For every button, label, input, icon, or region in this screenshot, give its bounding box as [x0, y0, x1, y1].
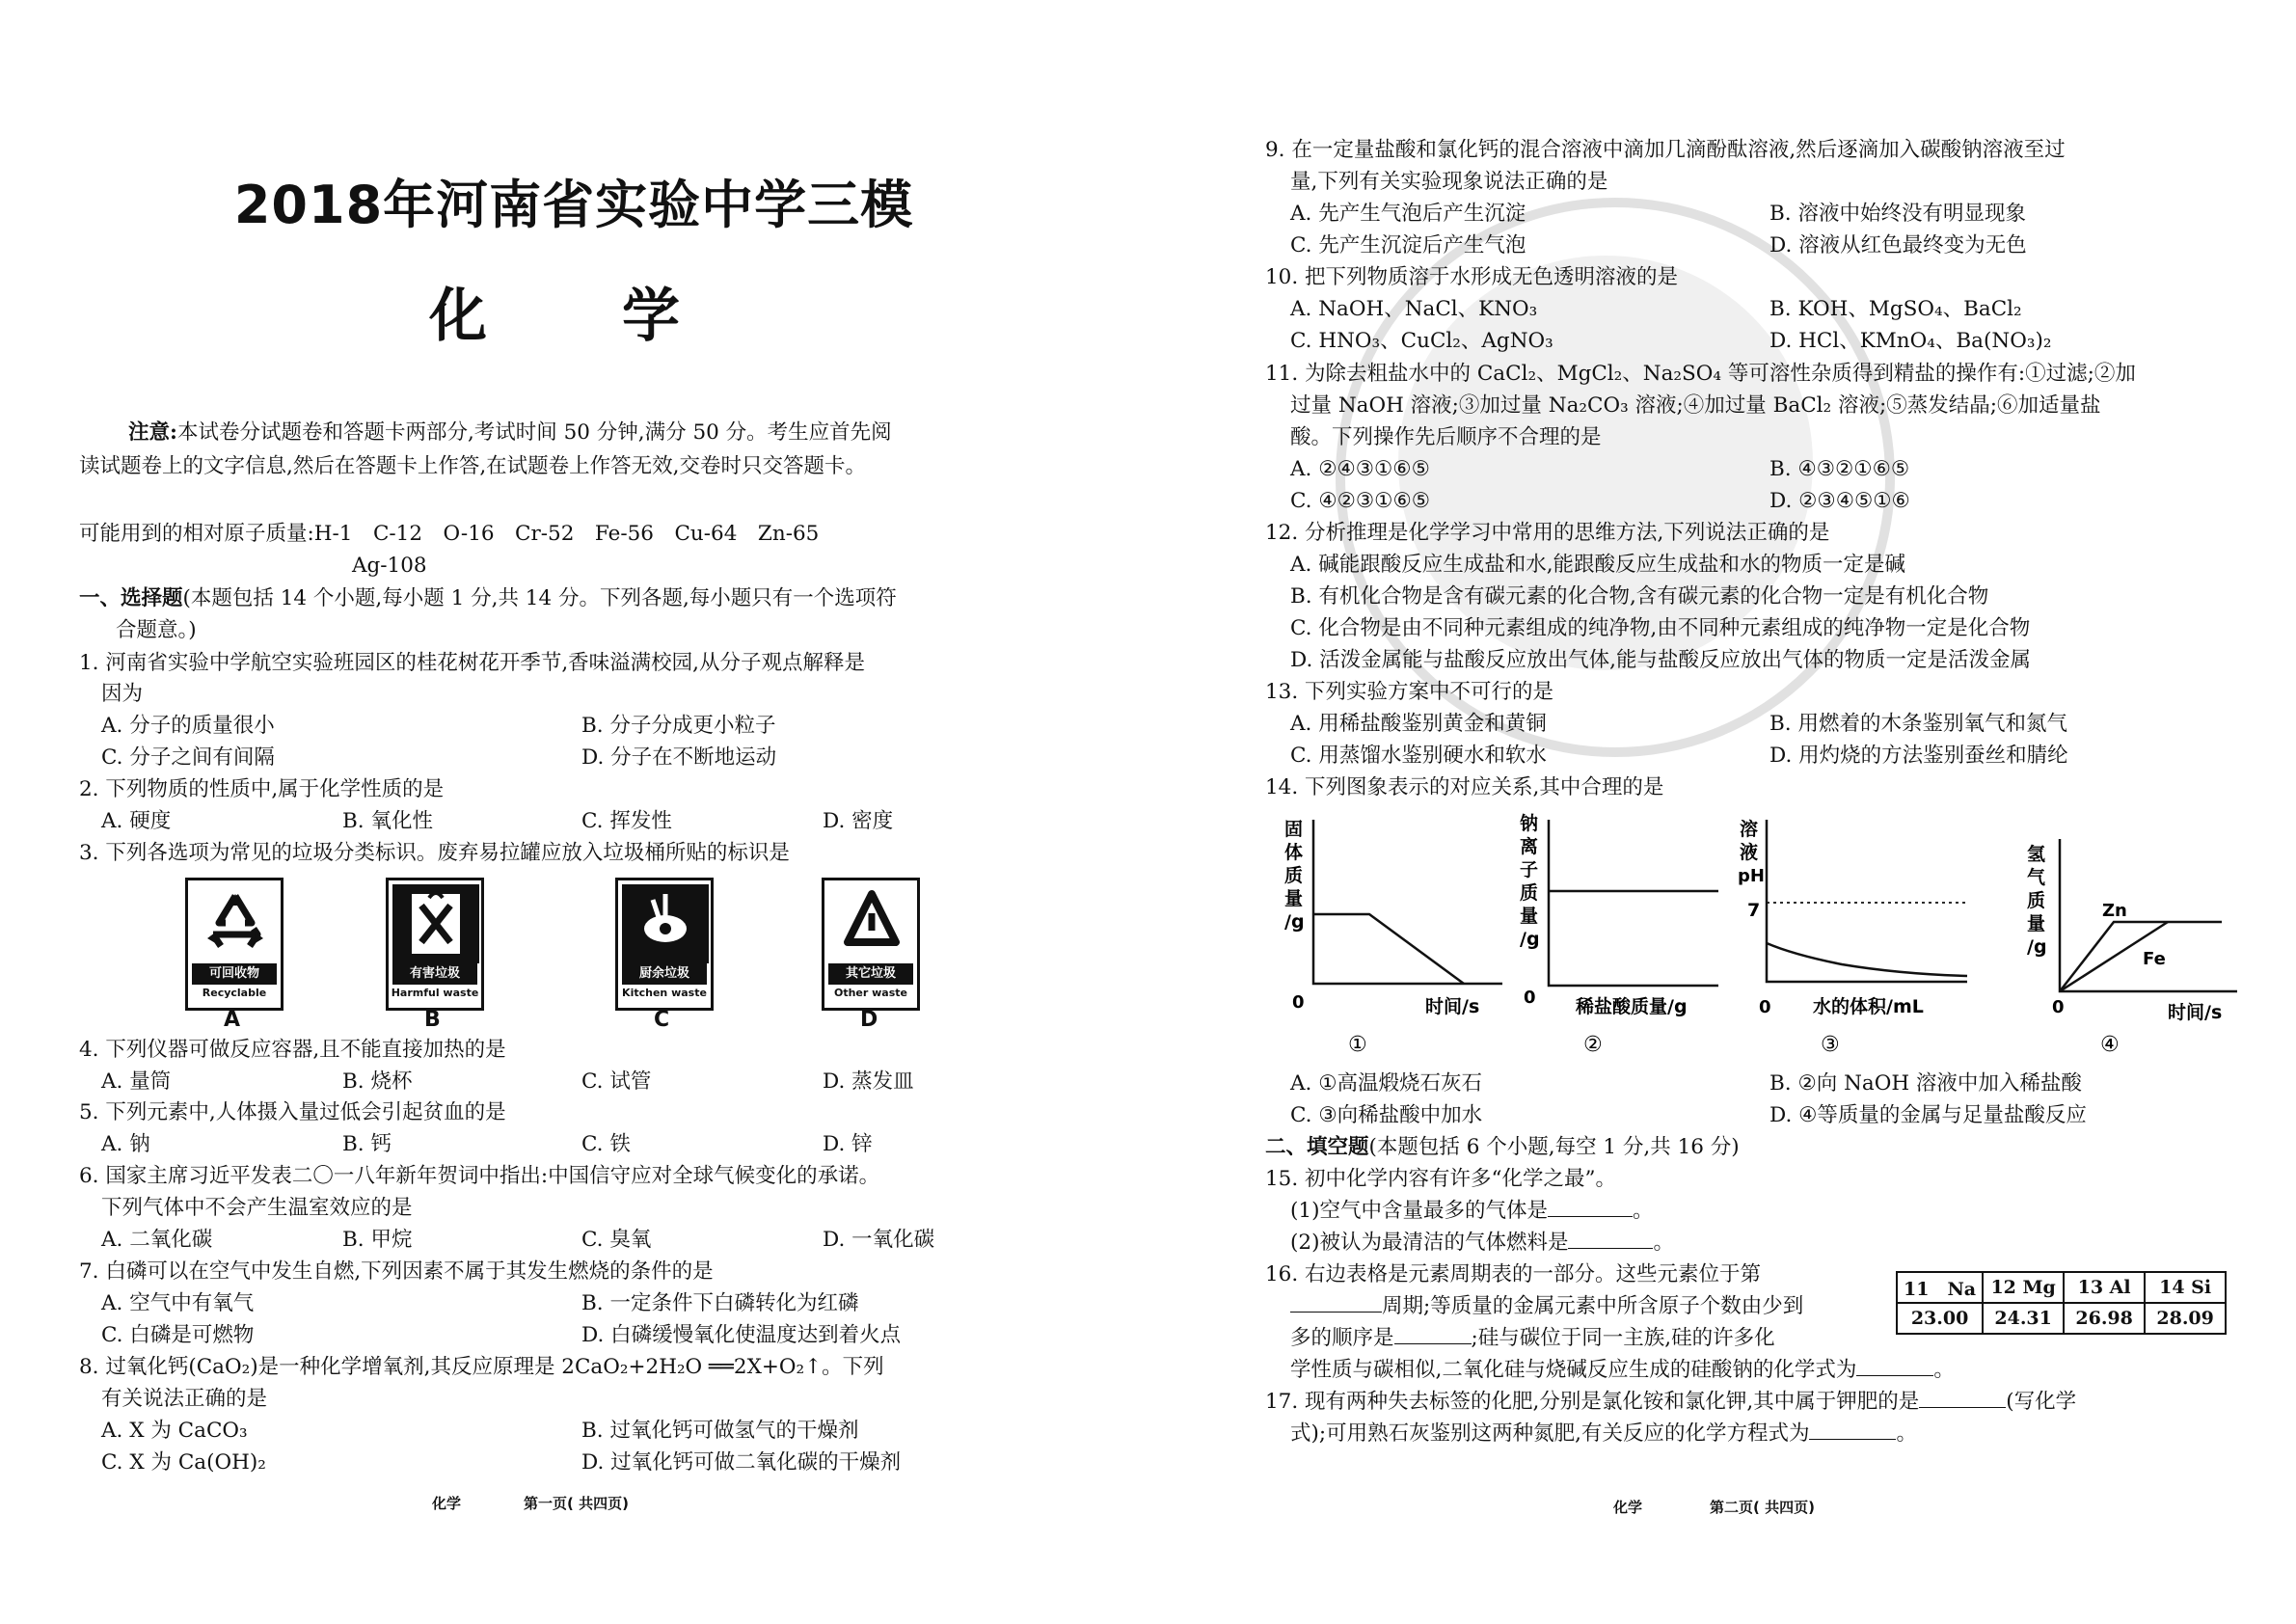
graph3-ylabel-2: pH: [1738, 866, 1765, 886]
sign-letter-a: A: [224, 1008, 241, 1032]
q8-option-d: D. 过氧化钙可做二氧化碳的干燥剂: [581, 1450, 902, 1475]
q13-option-d: D. 用灼烧的方法鉴别蚕丝和腈纶: [1769, 744, 2068, 768]
q11-stem-2: 过量 NaOH 溶液;③加过量 Na₂CO₃ 溶液;④加过量 BaCl₂ 溶液;⑤蒸发结晶;⑥加适量盐: [1290, 393, 2101, 418]
q9-stem: 9. 在一定量盐酸和氯化钙的混合溶液中滴加几滴酚酞溶液,然后逐滴加入碳酸钠溶液至过: [1265, 138, 2066, 162]
q17-line-2-end: 。: [1896, 1421, 1917, 1446]
graph3-xlabel: 水的体积/mL: [1813, 996, 1924, 1017]
q4-stem: 4. 下列仪器可做反应容器,且不能直接加热的是: [79, 1038, 506, 1062]
q6-option-b: B. 甲烷: [342, 1228, 413, 1252]
harmful-icon: [392, 884, 479, 963]
sign-letter-c: C: [654, 1008, 670, 1032]
right-page: [1148, 0, 2296, 1624]
section1-head: 一、选择题: [79, 586, 183, 610]
graph1-ylabel-0: 固: [1284, 819, 1304, 840]
q13-option-b: B. 用燃着的木条鉴别氧气和氮气: [1769, 712, 2067, 736]
graph2-ylabel-4: 量: [1520, 906, 1539, 927]
q17-line-2-text: 式);可用熟石灰鉴别这两种氮肥,有关反应的化学方程式为: [1290, 1421, 1810, 1446]
q15-part-1-text: (1)空气中含量最多的气体是: [1290, 1199, 1548, 1223]
q11-stem: 11. 为除去粗盐水中的 CaCl₂、MgCl₂、Na₂SO₄ 等可溶性杂质得到精盐的操作有:①过滤;②加: [1265, 362, 2136, 386]
q3-stem: 3. 下列各选项为常见的垃圾分类标识。废弃易拉罐应放入垃圾桶所贴的标识是: [79, 841, 790, 865]
kitchen-waste-icon: [622, 884, 709, 963]
q15-blank-1[interactable]: [1548, 1199, 1633, 1217]
q15-part-2-end: 。: [1653, 1231, 1674, 1255]
graph1-ylabel-4: /g: [1284, 911, 1305, 933]
periodic-table-fragment: [1896, 1271, 2227, 1335]
graph4-ylabel-3: 量: [2027, 913, 2046, 934]
section1-line-1: [79, 585, 897, 612]
q16-blank-2[interactable]: [1394, 1326, 1472, 1344]
q15-part-2: [1290, 1230, 1674, 1257]
sign-recyclable: [185, 878, 284, 1011]
graph2-xlabel: 稀盐酸质量/g: [1576, 996, 1688, 1017]
q6-stem: 6. 国家主席习近平发表二〇一八年新年贺词中指出:中国信守应对全球气候变化的承诺。: [79, 1164, 880, 1188]
pt-al-mass: 26.98: [2064, 1303, 2145, 1334]
q4-option-a: A. 量筒: [101, 1069, 172, 1094]
q14-option-c: C. ③向稀盐酸中加水: [1290, 1103, 1483, 1127]
q13-stem: 13. 下列实验方案中不可行的是: [1265, 680, 1554, 704]
q13-option-c: C. 用蒸馏水鉴别硬水和软水: [1290, 744, 1547, 768]
q16-stem: 16. 右边表格是元素周期表的一部分。这些元素位于第: [1265, 1262, 1762, 1286]
graph1-ylabel-2: 质: [1284, 865, 1304, 886]
graph1-ylabel-3: 量: [1284, 888, 1304, 909]
q16-line-4-text: 学性质与碳相似,二氧化硅与烧碱反应生成的硅酸钠的化学式为: [1290, 1358, 1857, 1382]
q9-option-b: B. 溶液中始终没有明显现象: [1769, 202, 2026, 226]
q12-option-a: A. 碱能跟酸反应生成盐和水,能跟酸反应生成盐和水的物质一定是碱: [1290, 553, 1906, 577]
footer-page-left: 第一页( 共四页): [524, 1495, 629, 1512]
notice-line-1: [128, 420, 892, 447]
graph4-ylabel-2: 质: [2027, 890, 2046, 911]
other-waste-icon: [828, 884, 915, 963]
graph1-axes: [1313, 820, 1502, 984]
q14-option-a: A. ①高温煅烧石灰石: [1290, 1071, 1482, 1096]
graph2-ylabel-2: 子: [1520, 859, 1539, 880]
graph3-tick-7: 7: [1747, 900, 1761, 921]
graph1-xlabel: 时间/s: [1425, 996, 1480, 1017]
sign-other-en: Other waste: [833, 987, 907, 999]
exam-title: 2018年河南省实验中学三模: [233, 175, 914, 235]
q12-stem: 12. 分析推理是化学学习中常用的思维方法,下列说法正确的是: [1265, 521, 1830, 545]
subject-title: 化 学: [429, 283, 718, 350]
pt-al-symbol: 13 Al: [2064, 1272, 2145, 1303]
q5-option-c: C. 铁: [581, 1132, 631, 1156]
q2-option-c: C. 挥发性: [581, 809, 672, 833]
q16-line-3: [1290, 1325, 1775, 1352]
q2-option-d: D. 密度: [823, 809, 894, 833]
q1-option-c: C. 分子之间有间隔: [101, 745, 275, 770]
pt-si-mass: 28.09: [2145, 1303, 2226, 1334]
section2-desc: (本题包括 6 个小题,每空 1 分,共 16 分): [1368, 1135, 1740, 1159]
q16-line-2: [1290, 1293, 1803, 1320]
q5-stem: 5. 下列元素中,人体摄入量过低会引起贫血的是: [79, 1100, 506, 1124]
q16-line-4: [1290, 1357, 1955, 1384]
footer-subject-right: 化学: [1613, 1499, 1643, 1516]
section1-desc-2: 合题意。): [116, 618, 197, 642]
q2-stem: 2. 下列物质的性质中,属于化学性质的是: [79, 777, 445, 801]
q5-option-d: D. 锌: [823, 1132, 873, 1156]
sign-kitchen: [615, 878, 714, 1011]
q17-stem-text: 17. 现有两种失去标签的化肥,分别是氯化铵和氯化钾,其中属于钾肥的是: [1265, 1390, 1920, 1414]
graph-1: [1281, 810, 1531, 1080]
q4-option-c: C. 试管: [581, 1069, 652, 1094]
graph2-ylabel-0: 钠: [1520, 813, 1539, 834]
atomic-masses-ag: Ag-108: [352, 554, 427, 578]
q8-option-b: B. 过氧化钙可做氢气的干燥剂: [581, 1419, 859, 1443]
q4-option-d: D. 蒸发皿: [823, 1069, 914, 1094]
graph-3: [1736, 810, 2006, 1080]
graph4-number: ④: [2100, 1033, 2120, 1057]
q16-line-3-pre: 多的顺序是: [1290, 1326, 1394, 1350]
q17-blank-2[interactable]: [1809, 1421, 1896, 1440]
q5-option-b: B. 钙: [342, 1132, 392, 1156]
q12-option-c: C. 化合物是由不同种元素组成的纯净物,由不同种元素组成的纯净物一定是化合物: [1290, 616, 2031, 640]
q17-line-2: [1290, 1421, 1917, 1448]
sign-harmful-en: Harmful waste: [391, 987, 479, 999]
pt-na-symbol: 11 Na: [1897, 1272, 1983, 1303]
recycle-icon: [192, 884, 279, 963]
q14-stem: 14. 下列图象表示的对应关系,其中合理的是: [1265, 775, 1664, 799]
notice-line-2: 读试题卷上的文字信息,然后在答题卡上作答,在试题卷上作答无效,交卷时只交答题卡。: [79, 454, 867, 478]
notice-text-1: 本试卷分试题卷和答题卡两部分,考试时间 50 分钟,满分 50 分。考生应首先阅: [176, 420, 892, 445]
q14-option-d: D. ④等质量的金属与足量盐酸反应: [1769, 1103, 2087, 1127]
q10-option-c: C. HNO₃、CuCl₂、AgNO₃: [1290, 329, 1553, 353]
q10-stem: 10. 把下列物质溶于水形成无色透明溶液的是: [1265, 265, 1679, 289]
q15-part-1-end: 。: [1632, 1199, 1654, 1223]
q8-option-a: A. X 为 CaCO₃: [101, 1419, 248, 1443]
sign-letter-d: D: [860, 1008, 878, 1032]
q5-option-a: A. 钠: [101, 1132, 150, 1156]
section1-desc: (本题包括 14 个小题,每小题 1 分,共 14 分。下列各题,每小题只有一个选项符: [182, 586, 897, 610]
q9-stem-2: 量,下列有关实验现象说法正确的是: [1290, 170, 1608, 194]
notice-label: 注意:: [128, 420, 177, 445]
q9-option-a: A. 先产生气泡后产生沉淀: [1290, 202, 1526, 226]
graph1-line: [1313, 914, 1464, 984]
q15-part-2-text: (2)被认为最清洁的气体燃料是: [1290, 1231, 1569, 1255]
sign-harmful-cn: 有害垃圾: [392, 963, 477, 985]
graph3-origin: 0: [1759, 997, 1771, 1017]
q11-stem-3: 酸。下列操作先后顺序不合理的是: [1290, 425, 1602, 449]
sign-kitchen-en: Kitchen waste: [622, 987, 707, 999]
q8-option-c: C. X 为 Ca(OH)₂: [101, 1450, 266, 1475]
q15-part-1: [1290, 1198, 1653, 1225]
q1-stem: 1. 河南省实验中学航空实验班园区的桂花树花开季节,香味溢满校园,从分子观点解释是: [79, 651, 866, 675]
q9-option-c: C. 先产生沉淀后产生气泡: [1290, 233, 1526, 257]
graph1-ylabel-1: 体: [1284, 842, 1304, 863]
graph2-ylabel-3: 质: [1520, 882, 1539, 904]
q17-blank-1[interactable]: [1919, 1390, 2006, 1408]
q11-option-d: D. ②③④⑤①⑥: [1769, 489, 1910, 513]
sign-other: [822, 878, 920, 1011]
graph1-number: ①: [1348, 1033, 1367, 1057]
graph4-origin: 0: [2052, 997, 2065, 1017]
graph-4: [2023, 810, 2285, 1080]
graph2-number: ②: [1583, 1033, 1603, 1057]
q6-stem-2: 下列气体中不会产生温室效应的是: [101, 1196, 413, 1220]
q7-option-c: C. 白磷是可燃物: [101, 1323, 255, 1347]
q11-option-b: B. ④③②①⑥⑤: [1769, 457, 1910, 481]
q8-stem: 8. 过氧化钙(CaO₂)是一种化学增氧剂,其反应原理是 2CaO₂+2H₂O ══2X+O₂↑。下列: [79, 1355, 884, 1379]
q6-option-a: A. 二氧化碳: [101, 1228, 213, 1252]
q16-line-2-text: 周期;等质量的金属元素中所含原子个数由少到: [1382, 1294, 1804, 1318]
sign-recyclable-cn: 可回收物: [192, 963, 277, 985]
sign-kitchen-cn: 厨余垃圾: [622, 963, 707, 985]
q16-line-3-post: ;硅与碳位于同一主族,硅的许多化: [1471, 1326, 1775, 1350]
q10-option-a: A. NaOH、NaCl、KNO₃: [1290, 297, 1538, 321]
q11-option-a: A. ②④③①⑥⑤: [1290, 457, 1430, 481]
graph4-label-fe: Fe: [2143, 949, 2166, 969]
q1-stem-2: 因为: [101, 682, 144, 706]
q7-option-b: B. 一定条件下白磷转化为红磷: [581, 1291, 859, 1315]
graph3-ylabel-1: 液: [1740, 842, 1759, 863]
graph3-number: ③: [1821, 1033, 1840, 1057]
graph4-xlabel: 时间/s: [2168, 1002, 2223, 1023]
graph2-origin: 0: [1524, 988, 1536, 1008]
q12-option-b: B. 有机化合物是含有碳元素的化合物,含有碳元素的化合物一定是有机化合物: [1290, 584, 1989, 609]
q11-option-c: C. ④②③①⑥⑤: [1290, 489, 1430, 513]
pt-na-mass: 23.00: [1897, 1303, 1983, 1334]
footer-page-right: 第二页( 共四页): [1710, 1499, 1815, 1516]
q6-option-c: C. 臭氧: [581, 1228, 652, 1252]
graph4-ylabel-0: 氢: [2027, 844, 2046, 865]
q10-option-b: B. KOH、MgSO₄、BaCl₂: [1769, 297, 2022, 321]
graph4-ylabel-1: 气: [2027, 867, 2046, 888]
q15-blank-2[interactable]: [1568, 1231, 1653, 1249]
section2-head: 二、填空题: [1265, 1135, 1369, 1159]
q16-line-4-end: 。: [1933, 1358, 1955, 1382]
pt-si-symbol: 14 Si: [2145, 1272, 2226, 1303]
q17-stem: [1265, 1389, 2076, 1416]
graph3-axes: [1767, 820, 1967, 982]
graph3-line: [1767, 943, 1967, 976]
sign-harmful: [386, 878, 484, 1011]
q4-option-b: B. 烧杯: [342, 1069, 413, 1094]
q15-stem: 15. 初中化学内容有许多“化学之最”。: [1265, 1167, 1617, 1191]
q2-option-b: B. 氧化性: [342, 809, 433, 833]
q2-option-a: A. 硬度: [101, 809, 172, 833]
pt-mg-symbol: 12 Mg: [1983, 1272, 2064, 1303]
atomic-masses: 可能用到的相对原子质量:H-1 C-12 O-16 Cr-52 Fe-56 Cu-64 Zn-65: [79, 522, 820, 546]
q13-option-a: A. 用稀盐酸鉴别黄金和黄铜: [1290, 712, 1547, 736]
graph3-ylabel-0: 溶: [1740, 819, 1759, 840]
q9-option-d: D. 溶液从红色最终变为无色: [1769, 233, 2027, 257]
pt-mg-mass: 24.31: [1983, 1303, 2064, 1334]
graph4-ylabel-4: /g: [2027, 936, 2047, 958]
graph4-line-zn: [2060, 922, 2222, 991]
q8-stem-2: 有关说法正确的是: [101, 1387, 268, 1411]
q1-option-d: D. 分子在不断地运动: [581, 745, 777, 770]
sign-other-cn: 其它垃圾: [828, 963, 913, 985]
graph2-ylabel-5: /g: [1520, 929, 1540, 950]
graph2-ylabel-1: 离: [1520, 836, 1539, 857]
q1-option-a: A. 分子的质量很小: [101, 714, 275, 738]
sign-letter-b: B: [424, 1008, 441, 1032]
q17-stem-post: (写化学: [2006, 1390, 2077, 1414]
sign-recyclable-en: Recyclable: [202, 987, 267, 999]
q7-option-a: A. 空气中有氧气: [101, 1291, 255, 1315]
q10-option-d: D. HCl、KMnO₄、Ba(NO₃)₂: [1769, 329, 2052, 353]
graph1-origin: 0: [1292, 992, 1305, 1013]
q12-option-d: D. 活泼金属能与盐酸反应放出气体,能与盐酸反应放出气体的物质一定是活泼金属: [1290, 648, 2031, 672]
q7-option-d: D. 白磷缓慢氧化使温度达到着火点: [581, 1323, 902, 1347]
q6-option-d: D. 一氧化碳: [823, 1228, 935, 1252]
q16-blank-1[interactable]: [1290, 1294, 1382, 1313]
q7-stem: 7. 白磷可以在空气中发生自燃,下列因素不属于其发生燃烧的条件的是: [79, 1259, 714, 1284]
q14-option-b: B. ②向 NaOH 溶液中加入稀盐酸: [1769, 1071, 2082, 1096]
graph4-label-zn: Zn: [2102, 901, 2127, 921]
section2-line: [1265, 1134, 1740, 1161]
q16-blank-3[interactable]: [1856, 1358, 1933, 1376]
footer-subject-left: 化学: [432, 1495, 462, 1512]
graph2-axes: [1549, 820, 1718, 986]
q1-option-b: B. 分子分成更小粒子: [581, 714, 776, 738]
